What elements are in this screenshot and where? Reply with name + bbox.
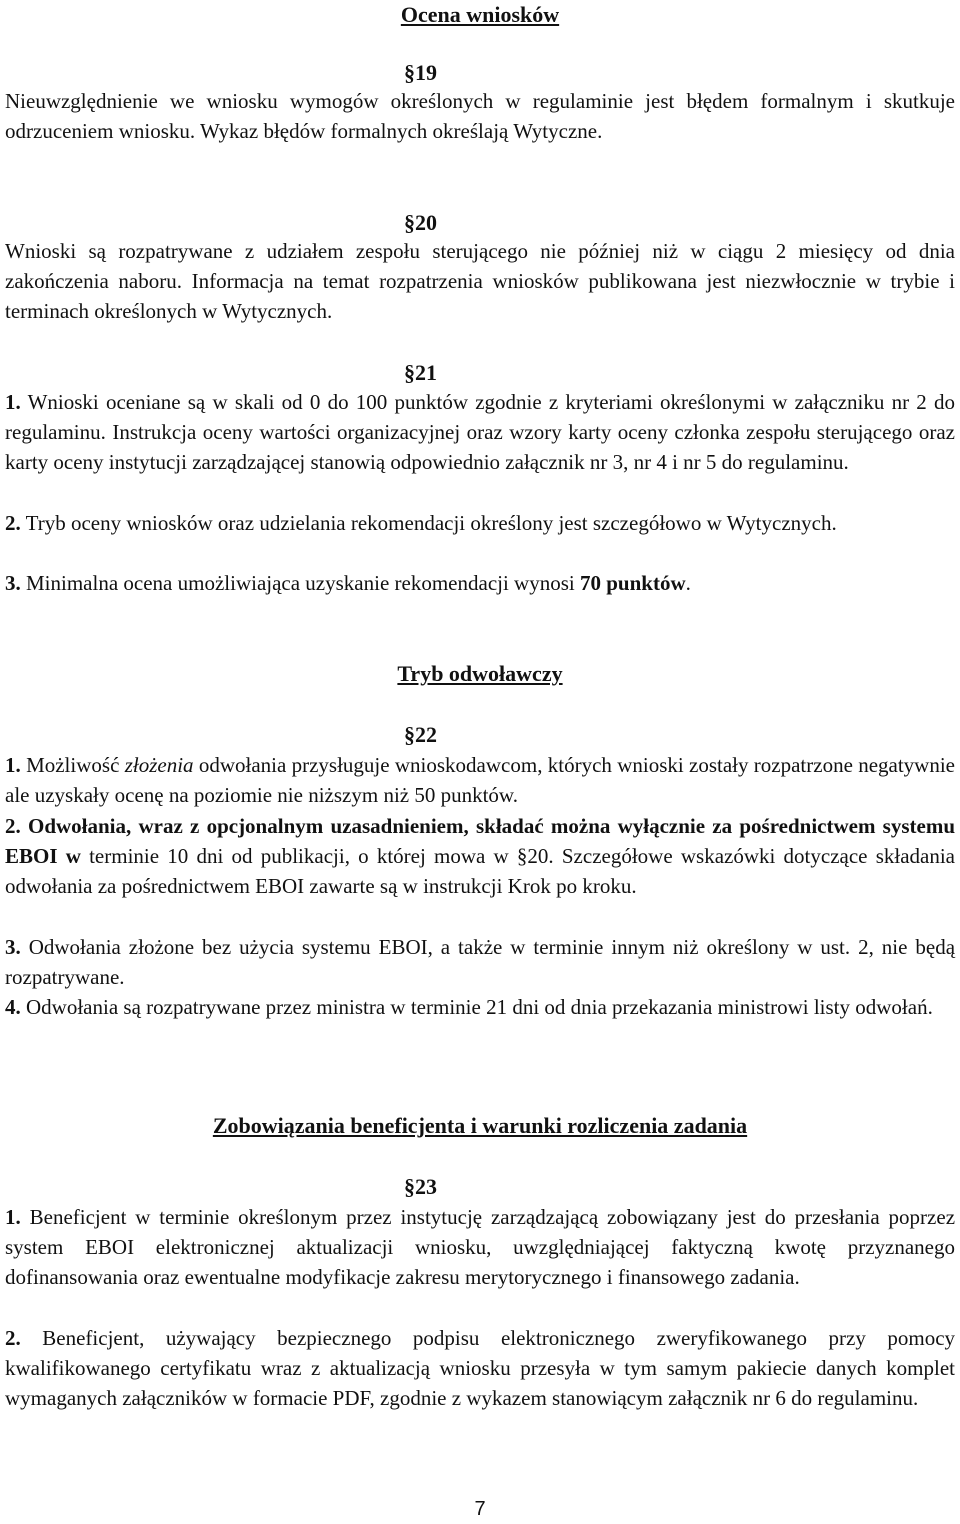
item-text: terminie 10 dni od publikacji, o której mowa w §20. Szczegółowe wskazówki dotyczące składania odwołania za pośrednictwem EBOI zawarte są w instrukcji Krok po kroku. xyxy=(5,844,955,898)
item-text: Minimalna ocena umożliwiająca uzyskanie rekomendacji wynosi xyxy=(26,571,580,595)
item-text: Beneficjent w terminie określonym przez instytucję zarządzającą zobowiązany jest do przesłania poprzez system EBOI elektronicznej aktualizacji wniosku, uwzględniającej faktyczną kwotę przyznanego dofinansowania oraz ewentualne modyfikacje zakresu merytorycznego i finansowego zadania. xyxy=(5,1205,956,1289)
paragraph-22-2 xyxy=(5,811,955,901)
item-emphasis: 70 punktów xyxy=(579,571,686,595)
page-number: 7 xyxy=(474,1498,486,1520)
paragraph-19: Nieuwzględnienie we wniosku wymogów określonych w regulaminie jest błędem formalnym i skutkuje odrzuceniem wniosku. Wykaz błędów formalnych określają Wytyczne. xyxy=(5,89,955,143)
paragraph-21-2 xyxy=(5,508,955,538)
heading-tryb-odwolawczy: Tryb odwoławczy xyxy=(397,661,563,686)
paragraph-21-1 xyxy=(5,387,955,477)
heading-ocena-wnioskow: Ocena wniosków xyxy=(400,2,560,27)
section-20: §20 xyxy=(404,210,437,235)
item-text: Wnioski oceniane są w skali od 0 do 100 punktów zgodnie z kryteriami określonymi w załączniku nr 2 do regulaminu. Instrukcja oceny wartości organizacyjnej oraz wzory karty oceny członka zespołu sterującego oraz karty oceny instytucji zarządzającej stanowią odpowiednio załącznik nr 3, nr 4 i nr 5 do regulaminu. xyxy=(5,390,955,474)
item-italic: złożenia xyxy=(124,753,194,777)
item-text: Tryb oceny wniosków oraz udzielania rekomendacji określony jest szczegółowo w Wytycznych. xyxy=(25,511,837,535)
item-number: 2. xyxy=(5,1326,21,1350)
paragraph-23-1 xyxy=(5,1202,955,1292)
item-number: 1. xyxy=(5,1205,21,1229)
item-number: 2. xyxy=(5,814,21,838)
heading-zobowiazania: Zobowiązania beneficjenta i warunki rozliczenia zadania xyxy=(212,1113,748,1138)
item-text: Odwołania złożone bez użycia systemu EBOI, a także w terminie innym niż określony w ust. 2, nie będą rozpatrywane. xyxy=(5,935,956,989)
item-number: 4. xyxy=(5,995,21,1019)
paragraph-22-1 xyxy=(5,750,955,810)
item-number: 2. xyxy=(5,511,21,535)
item-number: 3. xyxy=(5,935,21,959)
paragraph-21-3 xyxy=(5,568,955,598)
item-text: Odwołania są rozpatrywane przez ministra w terminie 21 dni od dnia przekazania ministrowi listy odwołań. xyxy=(26,995,933,1019)
item-emphasis: Odwołania, wraz z opcjonalnym uzasadnieniem, składać można wyłącznie za pośrednictwem systemu EBOI w xyxy=(5,814,955,868)
section-21: §21 xyxy=(404,360,437,385)
item-text: Beneficjent, używający bezpiecznego podpisu elektronicznego zweryfikowanego przy pomocy kwalifikowanego certyfikatu wraz z aktualizacją wniosku przesyła w tym samym pakiecie danych komplet wymaganych załączników w formacie PDF, zgodnie z wykazem stanowiącym załącznik nr 6 do regulaminu. xyxy=(5,1326,956,1410)
paragraph-22-4 xyxy=(5,992,955,1022)
item-text: Możliwość xyxy=(26,753,125,777)
section-22: §22 xyxy=(404,722,437,747)
section-19: §19 xyxy=(404,60,437,85)
paragraph-22-3 xyxy=(5,932,955,992)
paragraph-23-2 xyxy=(5,1323,955,1413)
item-number: 3. xyxy=(5,571,21,595)
item-text-end: odwołania przysługuje wnioskodawcom, których wnioski zostały rozpatrzone negatywnie ale uzyskały ocenę na poziomie nie niższym niż 50 punktów. xyxy=(5,753,955,807)
item-text-end: . xyxy=(685,571,691,595)
paragraph-20: Wnioski są rozpatrywane z udziałem zespołu sterującego nie później niż w ciągu 2 miesięcy od dnia zakończenia naboru. Informacja na temat rozpatrzenia wniosków publikowana jest niezwłocznie w trybie i terminach określonych w Wytycznych. xyxy=(5,239,955,323)
item-number: 1. xyxy=(5,753,21,777)
section-23: §23 xyxy=(404,1174,437,1199)
item-number: 1. xyxy=(5,390,21,414)
